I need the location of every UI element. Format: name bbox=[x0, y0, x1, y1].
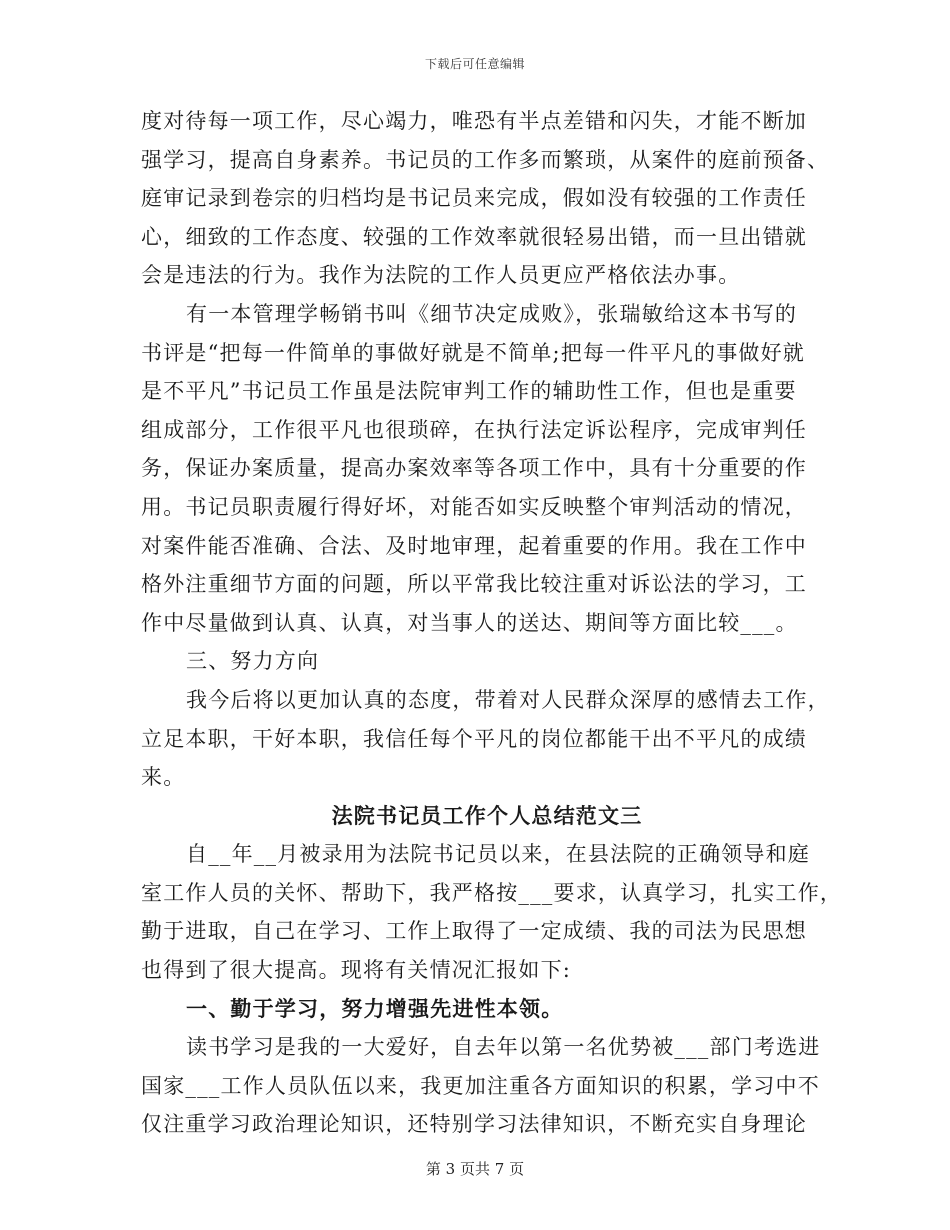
text-line: 立足本职，干好本职，我信任每个平凡的岗位都能干出不平凡的成绩 bbox=[141, 726, 807, 751]
article-title: 法院书记员工作个人总结范文三 bbox=[331, 802, 643, 828]
text-line: 书评是“把每一件简单的事做好就是不简单;把每一件平凡的事做好就 bbox=[141, 340, 806, 365]
text-line: 度对待每一项工作，尽心竭力，唯恐有半点差错和闪失，才能不断加 bbox=[141, 109, 807, 133]
paragraph-start: 我今后将以更加认真的态度，带着对人民群众深厚的感情去工作， bbox=[186, 687, 830, 712]
text-line: 务，保证办案质量，提高办案效率等各项工作中，具有十分重要的作 bbox=[141, 456, 807, 481]
document-body bbox=[141, 102, 843, 1144]
text-line: 会是违法的行为。我作为法院的工作人员更应严格依法办事。 bbox=[141, 263, 741, 288]
paragraph-start: 有一本管理学畅销书叫《细节决定成败》，张瑞敏给这本书写的 bbox=[186, 301, 798, 326]
text-line: 强学习，提高自身素养。书记员的工作多而繁琐，从案件的庭前预备、 bbox=[141, 147, 830, 172]
text-line: 作中尽量做到认真、认真，对当事人的送达、期间等方面比较___。 bbox=[141, 610, 798, 635]
text-line: 是不平凡”书记员工作虽是法院审判工作的辅助性工作，但也是重要 bbox=[141, 379, 797, 404]
text-line: 仅注重学习政治理论知识，还特别学习法律知识，不断充实自身理论 bbox=[141, 1112, 807, 1137]
page-header: 下载后可任意编辑 bbox=[424, 57, 525, 71]
text-line: 组成部分，工作很平凡也很琐碎，在执行法定诉讼程序，完成审判任 bbox=[141, 417, 807, 442]
text-line: 心，细致的工作态度、较强的工作效率就很轻易出错，而一旦出错就 bbox=[141, 224, 807, 249]
text-line: 用。书记员职责履行得好坏，对能否如实反映整个审判活动的情况， bbox=[141, 494, 807, 519]
text-line: 国家___工作人员队伍以来，我更加注重各方面知识的积累，学习中不 bbox=[141, 1073, 820, 1098]
text-line: 格外注重细节方面的问题，所以平常我比较注重对诉讼法的学习，工 bbox=[141, 572, 807, 597]
section-heading: 一、勤于学习，努力增强先进性本领。 bbox=[186, 995, 564, 1021]
text-line: 勤于进取，自己在学习、工作上取得了一定成绩、我的司法为民思想 bbox=[141, 919, 807, 944]
text-line: 庭审记录到卷宗的归档均是书记员来完成，假如没有较强的工作责任 bbox=[141, 186, 807, 211]
text-line: 也得到了很大提高。现将有关情况汇报如下: bbox=[141, 958, 572, 983]
text-line: 对案件能否准确、合法、及时地审理，起着重要的作用。我在工作中 bbox=[141, 533, 807, 558]
page-footer: 第 3 页共 7 页 bbox=[425, 1160, 525, 1178]
text-line: 室工作人员的关怀、帮助下，我严格按___要求，认真学习，扎实工作， bbox=[141, 880, 843, 905]
paragraph-start: 自__年__月被录用为法院书记员以来，在县法院的正确领导和庭 bbox=[186, 842, 810, 867]
paragraph-start: 读书学习是我的一大爱好，自去年以第一名优势被___部门考选进 bbox=[186, 1035, 821, 1060]
section-heading: 三、努力方向 bbox=[186, 649, 320, 674]
text-line: 来。 bbox=[141, 765, 186, 790]
